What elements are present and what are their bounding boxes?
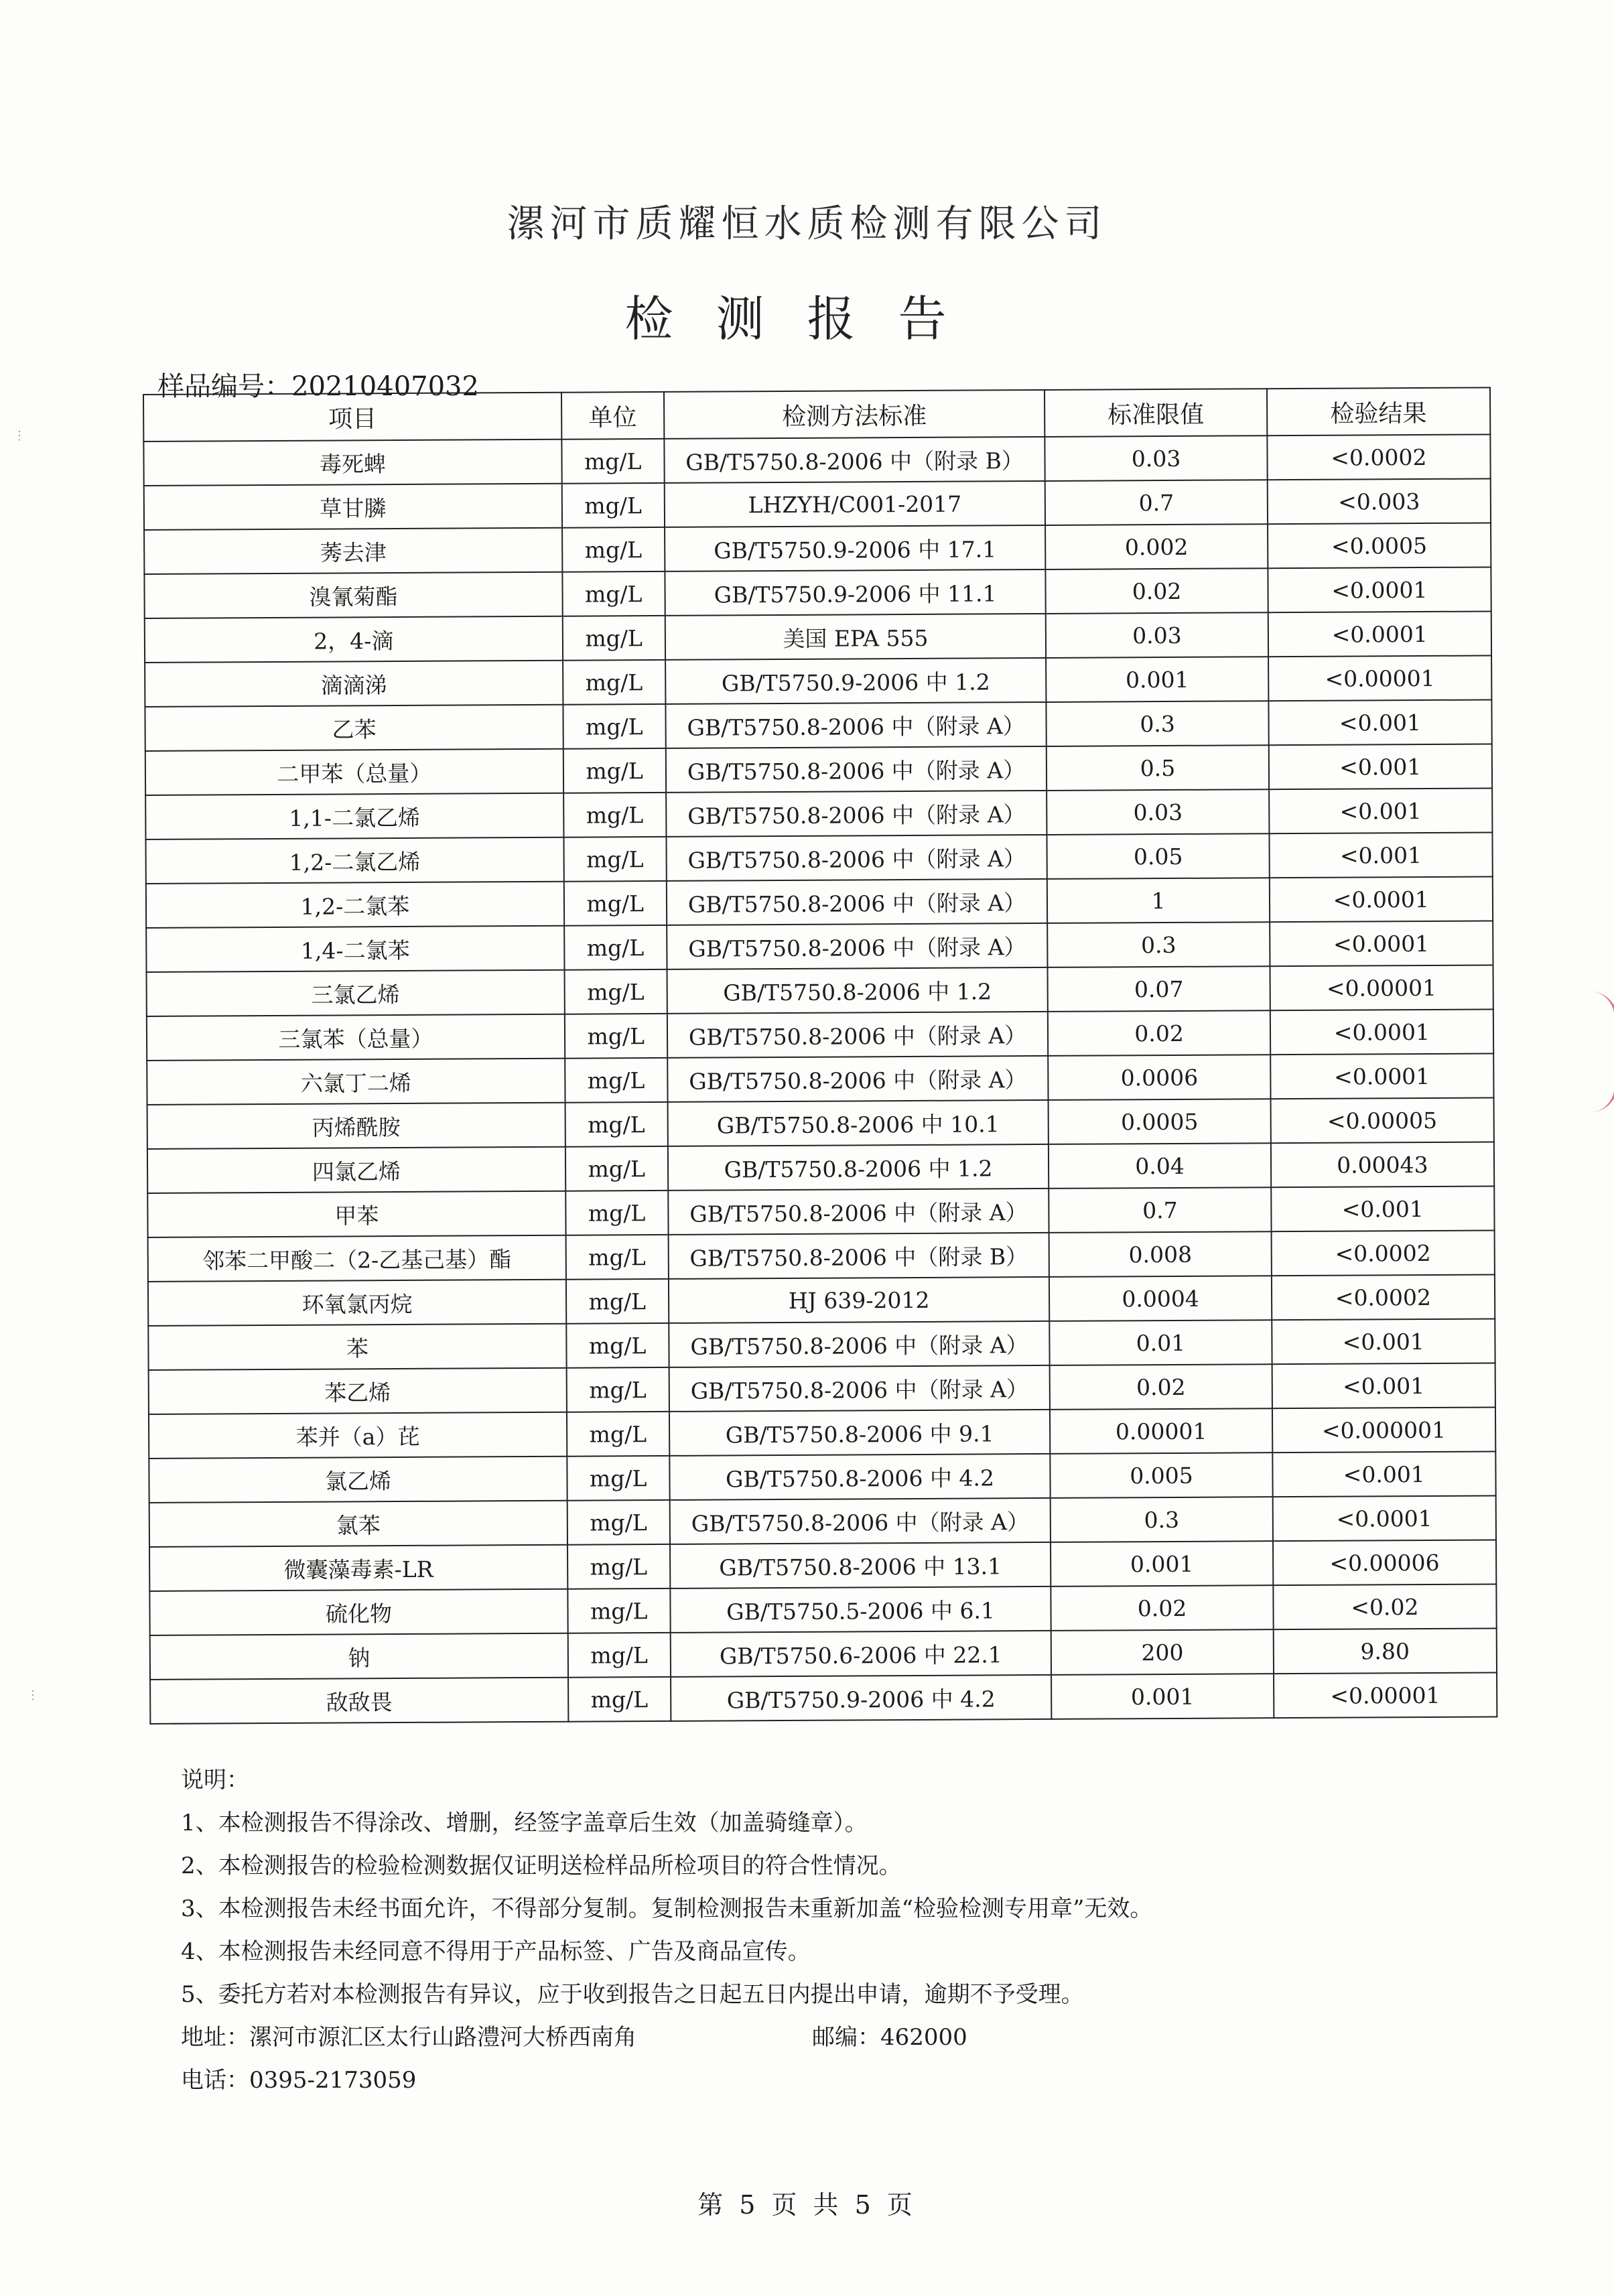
table-header-row bbox=[143, 387, 1490, 442]
cell-item: 钠 bbox=[150, 1633, 568, 1680]
cell-method: 美国 EPA 555 bbox=[665, 614, 1046, 660]
note-item: 5、委托方若对本检测报告有异议，应于收到报告之日起五日内提出申请，逾期不予受理。 bbox=[181, 1981, 1084, 2008]
results-table bbox=[143, 387, 1497, 1725]
table-row bbox=[145, 655, 1491, 707]
cell-method: GB/T5750.8-2006 中（附录 A） bbox=[665, 702, 1047, 748]
cell-result: <0.0001 bbox=[1270, 1053, 1494, 1099]
cell-result: <0.0002 bbox=[1271, 1230, 1495, 1276]
table-row bbox=[147, 965, 1493, 1016]
cell-result: <0.001 bbox=[1272, 1451, 1496, 1497]
cell-limit: 0.02 bbox=[1050, 1364, 1272, 1410]
seal-edge-mark bbox=[1574, 992, 1614, 1112]
cell-unit: mg/L bbox=[563, 793, 666, 837]
cell-unit: mg/L bbox=[567, 1544, 670, 1589]
cell-limit: 0.7 bbox=[1045, 480, 1268, 525]
note-item: 4、本检测报告未经同意不得用于产品标签、广告及商品宣传。 bbox=[181, 1938, 811, 1965]
cell-result: <0.00001 bbox=[1270, 965, 1493, 1010]
cell-limit: 0.0004 bbox=[1049, 1276, 1272, 1321]
cell-result: <0.001 bbox=[1271, 1186, 1495, 1231]
cell-method: GB/T5750.9-2006 中 11.1 bbox=[665, 569, 1046, 616]
cell-item: 1,1-二氯乙烯 bbox=[145, 793, 563, 839]
table-row bbox=[149, 1363, 1495, 1414]
table-row bbox=[148, 1319, 1495, 1370]
cell-unit: mg/L bbox=[563, 616, 665, 661]
cell-unit: mg/L bbox=[565, 1014, 667, 1059]
cell-method: GB/T5750.8-2006 中（附录 A） bbox=[667, 923, 1048, 969]
cell-result: <0.001 bbox=[1272, 1319, 1495, 1364]
cell-unit: mg/L bbox=[564, 881, 667, 926]
cell-unit: mg/L bbox=[563, 704, 665, 749]
cell-limit: 0.00001 bbox=[1050, 1408, 1272, 1454]
table-row bbox=[144, 523, 1491, 574]
cell-limit: 0.005 bbox=[1051, 1453, 1273, 1498]
cell-result: 9.80 bbox=[1273, 1628, 1497, 1674]
cell-item: 毒死蜱 bbox=[143, 440, 561, 486]
cell-result: <0.001 bbox=[1268, 699, 1492, 745]
table-row bbox=[145, 788, 1492, 839]
cell-item: 苯 bbox=[148, 1324, 566, 1370]
table-row bbox=[146, 921, 1493, 972]
cell-limit: 0.04 bbox=[1049, 1143, 1271, 1189]
cell-item: 苯乙烯 bbox=[149, 1368, 567, 1414]
cell-limit: 0.05 bbox=[1047, 833, 1270, 879]
cell-unit: mg/L bbox=[566, 1323, 669, 1368]
cell-item: 溴氰菊酯 bbox=[144, 572, 562, 618]
cell-unit: mg/L bbox=[561, 439, 664, 484]
cell-unit: mg/L bbox=[564, 969, 667, 1014]
cell-result: <0.001 bbox=[1269, 788, 1493, 833]
cell-limit: 0.3 bbox=[1051, 1497, 1273, 1542]
page-number: 第 5 页 共 5 页 bbox=[697, 2190, 917, 2220]
note-item: 2、本检测报告的检验检测数据仅证明送检样品所检项目的符合性情况。 bbox=[181, 1852, 902, 1879]
cell-result: <0.0001 bbox=[1270, 1009, 1493, 1055]
cell-method: GB/T5750.8-2006 中（附录 B） bbox=[668, 1233, 1049, 1279]
cell-method: GB/T5750.8-2006 中（附录 A） bbox=[669, 1321, 1050, 1367]
cell-unit: mg/L bbox=[566, 1367, 669, 1412]
table-row bbox=[149, 1495, 1496, 1547]
cell-unit: mg/L bbox=[567, 1500, 669, 1545]
cell-unit: mg/L bbox=[563, 837, 666, 882]
cell-limit: 0.0006 bbox=[1049, 1055, 1271, 1100]
cell-result: <0.00005 bbox=[1270, 1097, 1494, 1143]
cell-unit: mg/L bbox=[567, 1633, 670, 1678]
cell-unit: mg/L bbox=[567, 1456, 669, 1501]
table-row bbox=[150, 1628, 1497, 1680]
cell-unit: mg/L bbox=[568, 1677, 671, 1722]
cell-result: <0.001 bbox=[1269, 832, 1493, 878]
cell-item: 敌敌畏 bbox=[150, 1678, 568, 1724]
cell-method: GB/T5750.8-2006 中 13.1 bbox=[670, 1542, 1051, 1589]
cell-item: 环氧氯丙烷 bbox=[148, 1280, 566, 1326]
cell-method: GB/T5750.8-2006 中（附录 B） bbox=[664, 437, 1045, 483]
notes-section bbox=[181, 1759, 1152, 2102]
note-item: 1、本检测报告不得涂改、增删，经签字盖章后生效（加盖骑缝章）。 bbox=[181, 1810, 868, 1836]
table-row bbox=[147, 1097, 1494, 1149]
table-row bbox=[148, 1274, 1495, 1326]
column-header-method: 检测方法标准 bbox=[664, 390, 1045, 439]
table-row bbox=[150, 1672, 1497, 1724]
table-row bbox=[145, 611, 1491, 663]
column-header-unit: 单位 bbox=[561, 392, 664, 440]
cell-item: 滴滴涕 bbox=[145, 661, 563, 707]
cell-result: <0.0001 bbox=[1270, 921, 1493, 966]
cell-result: <0.0005 bbox=[1268, 523, 1491, 568]
cell-unit: mg/L bbox=[561, 483, 664, 528]
cell-limit: 0.001 bbox=[1051, 1674, 1274, 1719]
cell-item: 莠去津 bbox=[144, 528, 562, 574]
cell-limit: 0.7 bbox=[1049, 1187, 1272, 1233]
table-row bbox=[147, 1186, 1494, 1237]
cell-method: GB/T5750.5-2006 中 6.1 bbox=[670, 1586, 1051, 1633]
notes-heading: 说明： bbox=[181, 1767, 249, 1794]
cell-limit: 1 bbox=[1047, 878, 1270, 923]
cell-limit: 0.0005 bbox=[1049, 1099, 1271, 1144]
cell-unit: mg/L bbox=[567, 1412, 669, 1457]
address: 地址：漯河市源汇区太行山路澧河大桥西南角 bbox=[181, 2024, 636, 2051]
table-row bbox=[145, 699, 1491, 751]
cell-item: 氯乙烯 bbox=[149, 1457, 567, 1503]
cell-item: 三氯乙烯 bbox=[147, 970, 565, 1016]
company-name: 漯河市质耀恒水质检测有限公司 bbox=[507, 202, 1107, 246]
cell-unit: mg/L bbox=[565, 1146, 668, 1191]
cell-result: <0.0001 bbox=[1268, 611, 1491, 657]
report-title: 检测报告 bbox=[624, 291, 990, 347]
cell-limit: 0.03 bbox=[1046, 612, 1268, 658]
table-row bbox=[144, 567, 1491, 618]
cell-result: <0.00006 bbox=[1273, 1540, 1497, 1585]
column-header-result: 检验结果 bbox=[1267, 387, 1491, 435]
cell-method: GB/T5750.8-2006 中（附录 A） bbox=[669, 1498, 1051, 1544]
cell-item: 氯苯 bbox=[149, 1501, 567, 1547]
table-row bbox=[145, 832, 1492, 884]
cell-method: LHZYH/C001-2017 bbox=[664, 481, 1045, 527]
cell-method: HJ 639-2012 bbox=[669, 1277, 1050, 1323]
binding-mark: ⋮ bbox=[13, 429, 25, 443]
cell-limit: 0.008 bbox=[1049, 1231, 1272, 1277]
cell-unit: mg/L bbox=[563, 660, 665, 705]
sample-label: 样品编号： bbox=[157, 371, 291, 402]
table-row bbox=[143, 434, 1490, 486]
cell-limit: 0.02 bbox=[1046, 568, 1268, 614]
binding-mark: ⋮ bbox=[27, 1688, 39, 1702]
cell-result: <0.00001 bbox=[1274, 1672, 1497, 1718]
cell-method: GB/T5750.9-2006 中 1.2 bbox=[665, 658, 1047, 704]
table-row bbox=[147, 1009, 1493, 1061]
cell-limit: 0.03 bbox=[1045, 435, 1268, 481]
cell-unit: mg/L bbox=[563, 748, 666, 793]
column-header-item: 项目 bbox=[143, 393, 561, 442]
table-row bbox=[148, 1230, 1495, 1282]
table-row bbox=[149, 1451, 1495, 1503]
cell-method: GB/T5750.8-2006 中（附录 A） bbox=[666, 835, 1047, 881]
cell-item: 乙苯 bbox=[145, 705, 563, 751]
cell-limit: 200 bbox=[1051, 1629, 1274, 1675]
cell-result: <0.0001 bbox=[1269, 876, 1493, 922]
cell-method: GB/T5750.8-2006 中 4.2 bbox=[669, 1454, 1051, 1500]
cell-item: 微囊藻毒素-LR bbox=[149, 1545, 567, 1591]
cell-method: GB/T5750.8-2006 中 1.2 bbox=[668, 1144, 1049, 1191]
phone: 电话：0395-2173059 bbox=[181, 2067, 417, 2094]
cell-result: <0.003 bbox=[1267, 478, 1491, 524]
cell-result: 0.00043 bbox=[1271, 1142, 1495, 1187]
cell-limit: 0.3 bbox=[1047, 701, 1269, 746]
cell-unit: mg/L bbox=[565, 1191, 668, 1235]
cell-limit: 0.02 bbox=[1048, 1010, 1270, 1056]
cell-method: GB/T5750.8-2006 中 1.2 bbox=[667, 967, 1048, 1014]
cell-limit: 0.02 bbox=[1051, 1585, 1274, 1631]
cell-unit: mg/L bbox=[567, 1589, 670, 1633]
cell-item: 丙烯酰胺 bbox=[147, 1103, 565, 1149]
postcode: 邮编：462000 bbox=[812, 2024, 967, 2051]
cell-limit: 0.07 bbox=[1048, 966, 1270, 1012]
cell-item: 2，4-滴 bbox=[145, 616, 563, 663]
table-row bbox=[146, 876, 1493, 928]
cell-limit: 0.3 bbox=[1048, 922, 1270, 967]
cell-item: 草甘膦 bbox=[144, 484, 562, 530]
cell-unit: mg/L bbox=[565, 1102, 667, 1147]
cell-item: 二甲苯（总量） bbox=[145, 749, 563, 795]
cell-limit: 0.002 bbox=[1045, 524, 1268, 569]
cell-result: <0.001 bbox=[1272, 1363, 1495, 1408]
cell-item: 苯并（a）芘 bbox=[149, 1412, 567, 1459]
table-row bbox=[147, 1142, 1494, 1193]
cell-result: <0.0002 bbox=[1272, 1274, 1495, 1320]
cell-item: 1,4-二氯苯 bbox=[146, 926, 564, 972]
table-row bbox=[149, 1584, 1496, 1635]
column-header-limit: 标准限值 bbox=[1045, 389, 1267, 437]
cell-method: GB/T5750.8-2006 中（附录 A） bbox=[667, 1012, 1049, 1058]
cell-method: GB/T5750.9-2006 中 17.1 bbox=[665, 525, 1046, 571]
cell-method: GB/T5750.6-2006 中 22.1 bbox=[670, 1631, 1051, 1677]
cell-method: GB/T5750.9-2006 中 4.2 bbox=[671, 1675, 1052, 1721]
cell-method: GB/T5750.8-2006 中（附录 A） bbox=[669, 1365, 1050, 1412]
cell-unit: mg/L bbox=[566, 1279, 669, 1324]
cell-item: 硫化物 bbox=[149, 1589, 567, 1635]
cell-unit: mg/L bbox=[565, 1058, 667, 1103]
sample-value: 20210407032 bbox=[291, 371, 479, 402]
cell-unit: mg/L bbox=[562, 571, 665, 616]
cell-method: GB/T5750.8-2006 中 9.1 bbox=[669, 1410, 1051, 1456]
cell-method: GB/T5750.8-2006 中（附录 A） bbox=[668, 1189, 1049, 1235]
cell-method: GB/T5750.8-2006 中（附录 A） bbox=[666, 791, 1047, 837]
cell-method: GB/T5750.8-2006 中（附录 A） bbox=[665, 746, 1047, 793]
cell-result: <0.0001 bbox=[1268, 567, 1491, 612]
cell-method: GB/T5750.8-2006 中（附录 A） bbox=[666, 879, 1047, 925]
cell-limit: 0.001 bbox=[1051, 1541, 1273, 1586]
cell-limit: 0.03 bbox=[1047, 789, 1270, 835]
table-row bbox=[144, 478, 1491, 530]
cell-unit: mg/L bbox=[562, 527, 665, 572]
cell-item: 甲苯 bbox=[147, 1191, 565, 1237]
table-row bbox=[149, 1407, 1495, 1459]
cell-result: <0.0001 bbox=[1272, 1495, 1496, 1541]
cell-item: 三氯苯（总量） bbox=[147, 1014, 565, 1061]
cell-limit: 0.001 bbox=[1046, 657, 1268, 702]
cell-limit: 0.5 bbox=[1047, 745, 1269, 791]
cell-result: <0.00001 bbox=[1268, 655, 1492, 701]
table-row bbox=[149, 1540, 1496, 1591]
cell-item: 六氯丁二烯 bbox=[147, 1059, 565, 1105]
cell-method: GB/T5750.8-2006 中 10.1 bbox=[667, 1100, 1049, 1146]
table-row bbox=[147, 1053, 1493, 1105]
cell-limit: 0.01 bbox=[1050, 1320, 1272, 1365]
table-row bbox=[145, 744, 1492, 795]
cell-method: GB/T5750.8-2006 中（附录 A） bbox=[667, 1056, 1049, 1102]
cell-result: <0.001 bbox=[1268, 744, 1492, 789]
cell-item: 1,2-二氯苯 bbox=[146, 882, 564, 928]
cell-result: <0.0002 bbox=[1267, 434, 1491, 480]
cell-result: <0.02 bbox=[1273, 1584, 1497, 1629]
cell-unit: mg/L bbox=[565, 1235, 668, 1280]
note-item: 3、本检测报告未经书面允许，不得部分复制。复制检测报告未重新加盖“检验检测专用章”无效。 bbox=[181, 1895, 1153, 1922]
cell-unit: mg/L bbox=[564, 925, 667, 970]
cell-item: 四氯乙烯 bbox=[147, 1147, 565, 1193]
cell-item: 1,2-二氯乙烯 bbox=[145, 837, 563, 884]
address-line bbox=[181, 2016, 1152, 2059]
cell-result: <0.000001 bbox=[1272, 1407, 1496, 1453]
cell-item: 邻苯二甲酸二（2-乙基己基）酯 bbox=[148, 1235, 566, 1282]
